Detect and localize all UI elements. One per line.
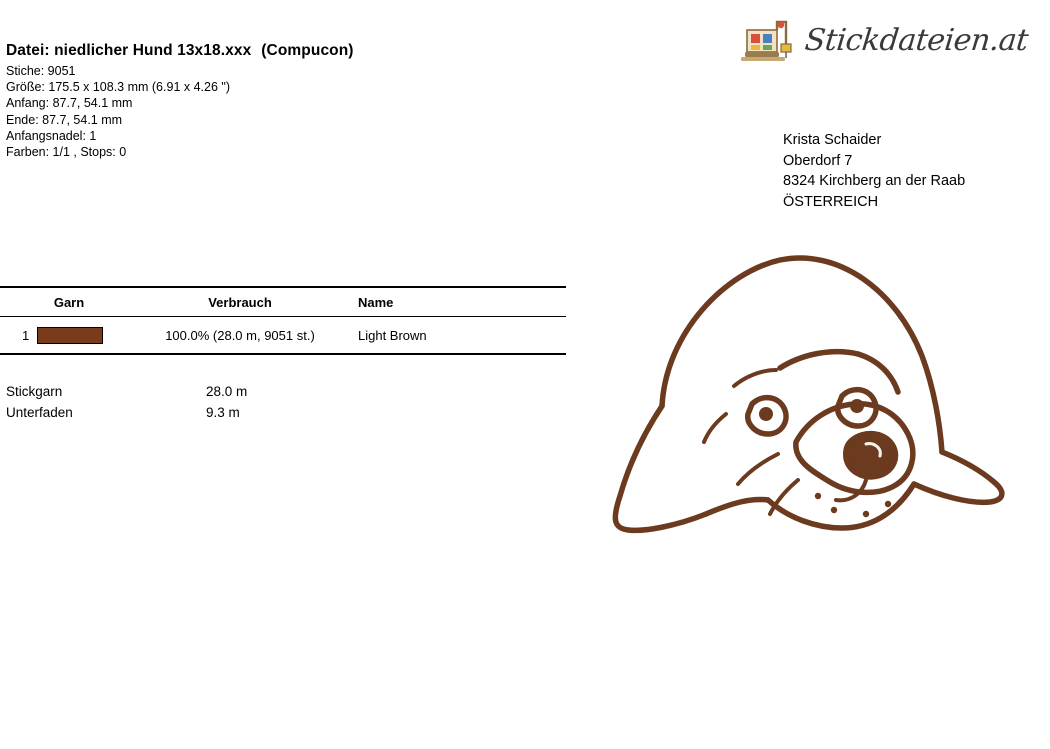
address-line-3: 8324 Kirchberg an der Raab xyxy=(783,173,966,190)
info-stitches: Stiche: 9051 xyxy=(6,63,76,78)
totals-value-stickgarn: 28.0 m xyxy=(206,384,248,399)
totals-value-unterfaden: 9.3 m xyxy=(206,404,240,420)
thread-index: 1 xyxy=(22,327,30,343)
embroidery-preview xyxy=(566,228,1050,568)
totals-row-thread xyxy=(6,382,426,403)
totals-label-stickgarn: Stickgarn xyxy=(6,384,63,399)
brand-name: Stickdateien.at xyxy=(803,23,1030,58)
address-line-2: Oberdorf 7 xyxy=(783,152,853,169)
file-format: (Compucon) xyxy=(261,42,354,59)
info-end: Ende: 87.7, 54.1 mm xyxy=(6,112,123,127)
table-rule-bottom xyxy=(0,353,566,355)
totals-row-bobbin xyxy=(6,403,426,424)
page-title xyxy=(6,42,526,60)
address-line-1: Krista Schaider xyxy=(783,132,882,148)
column-header-verbrauch: Verbrauch xyxy=(208,294,272,310)
cell-name: Light Brown xyxy=(358,327,427,343)
info-colors: Farben: 1/1 , Stops: 0 xyxy=(6,145,127,160)
customer-address xyxy=(783,130,965,212)
file-label: Datei: xyxy=(6,42,50,59)
file-name: niedlicher Hund 13x18.xxx xyxy=(54,42,252,59)
cell-verbrauch: 100.0% (28.0 m, 9051 st.) xyxy=(165,327,315,343)
info-start: Anfang: 87.7, 54.1 mm xyxy=(6,96,133,111)
column-header-name: Name xyxy=(358,294,394,310)
column-header-garn: Garn xyxy=(53,294,85,310)
brand-logo xyxy=(737,16,1028,66)
cell-garn xyxy=(0,327,130,344)
thread-table xyxy=(0,286,566,355)
address-line-4: ÖSTERREICH xyxy=(783,193,879,210)
embroidery-preview-dog xyxy=(566,228,1050,568)
info-size: Größe: 175.5 x 108.3 mm (6.91 x 4.26 ") xyxy=(6,80,230,95)
table-header-row xyxy=(0,288,566,316)
totals-label-unterfaden: Unterfaden xyxy=(6,404,73,420)
color-swatch xyxy=(37,327,103,344)
totals-block xyxy=(6,382,426,424)
table-row xyxy=(0,317,566,353)
file-info-block xyxy=(6,42,526,160)
info-start-needle: Anfangsnadel: 1 xyxy=(6,128,97,143)
sewing-machine-icon xyxy=(737,16,799,66)
